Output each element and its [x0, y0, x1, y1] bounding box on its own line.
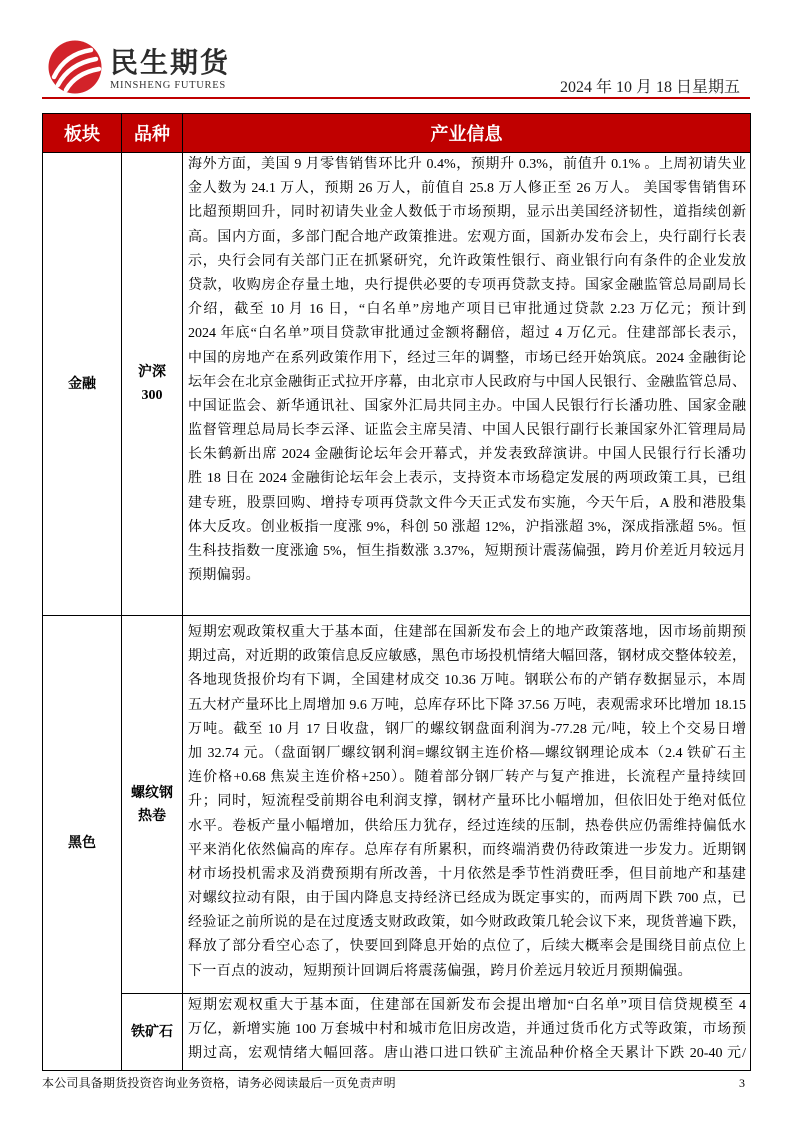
info-line: 监督管理总局局长李云泽、证监会主席吴清、中国人民银行副行长兼国家外汇管理局局	[188, 423, 746, 439]
info-line: 金人数为 24.1 万人，预期 26 万人，前值自 25.8 万人修正至 26 万人。 美国零售销售环	[188, 181, 746, 197]
info-line: 比超预期回升，同时初请失业金人数低于市场预期，显示出美国经济韧性，道指续创新	[188, 205, 746, 221]
info-line: 五大材产量环比上周增加 9.6 万吨，总库存环比下降 37.56 万吨，表观需求环比增加 18.15	[188, 697, 746, 713]
info-cell-rebar-hrc	[182, 615, 751, 994]
info-line: 2024 年底“白名单”项目贷款审批通过金额将翻倍，超过 4 万亿元。住建部部长表示，	[188, 326, 746, 342]
info-line: 坛年会在北京金融街正式拉开序幕，由北京市人民政府与中国人民银行、金融监管总局、	[188, 374, 746, 390]
info-line: 释放了部分看空心态了，快要回到降息开始的点位了，后续大概率会是围绕目前点位上	[188, 939, 746, 955]
info-line: 下一百点的波动，短期预计回调后将震荡偏强，跨月价差远月较近月预期偏强。	[188, 963, 692, 979]
info-line: 示，央行会同有关部门正在抓紧研究，允许政策性银行、商业银行向有条件的企业发放	[188, 253, 746, 269]
brand-name-cn: 民生期货	[110, 46, 231, 79]
column-header-info: 产业信息	[182, 113, 751, 153]
sector-cell-finance	[42, 152, 122, 616]
info-line: 胜 18 日在 2024 金融街论坛年会上表示，支持资本市场稳定发展的两项政策工具，已组	[188, 471, 746, 487]
info-cell-iron-ore	[182, 993, 751, 1071]
info-line: 材市场投机需求及消费预期有所改善，十月依然是季节性消费旺季，但目前地产和基建	[188, 866, 746, 882]
page-number: 3	[739, 1076, 745, 1090]
header-divider	[42, 97, 750, 99]
info-line: 建专班，股票回购、增持专项再贷款文件今天正式发布实施，今天午后，A 股和港股集	[188, 495, 746, 511]
column-header-variety: 品种	[121, 113, 183, 153]
variety-label-line: 热卷	[138, 808, 166, 824]
variety-cell-hs300	[121, 152, 183, 616]
variety-label-line: 螺纹钢	[131, 785, 173, 801]
info-line: 平来消化依然偏高的库存。总库存有所累积，而终端消费仍待政策进一步发力。近期钢	[188, 842, 746, 858]
column-header-sector: 板块	[42, 113, 122, 153]
variety-cell-iron-ore	[121, 993, 183, 1071]
info-cell-hs300	[182, 152, 751, 616]
info-line: 万亿，新增实施 100 万套城中村和城市危旧房改造，并通过货币化方式等政策，市场预	[188, 1022, 746, 1038]
info-line: 对螺纹拉动有限，由于国内降息支持经济已经成为既定事实的，而两周下跌 700 点，已	[188, 891, 746, 907]
info-line: 预期偏弱。	[188, 568, 260, 584]
info-line: 海外方面，美国 9 月零售销售环比升 0.4%，预期升 0.3%，前值升 0.1% 。上周初请失业	[188, 157, 746, 172]
info-line: 体大反攻。创业板指一度涨 9%，科创 50 涨超 12%，沪指涨超 3%，深成指涨超 5%。恒	[188, 519, 746, 535]
info-line: 贷款，收购房企存量土地，央行提供必要的专项再贷款支持。国家金融监管总局副局长	[188, 277, 746, 293]
variety-cell-rebar-hrc	[121, 615, 183, 994]
variety-label-line: 铁矿石	[131, 1024, 173, 1040]
sector-label: 黑色	[68, 835, 96, 851]
minsheng-logo-icon	[48, 40, 102, 94]
info-line: 介绍，截至 10 月 16 日，“白名单”房地产项目已审批通过贷款 2.23 万亿元；预计到	[188, 302, 746, 318]
sector-label: 金融	[68, 376, 96, 392]
info-line: 升；同时，短流程受前期谷电利润支撑，钢材产量环比小幅增加，但依旧处于绝对低位	[188, 794, 746, 810]
info-line: 各地现货报价均有下调，全国建材成交 10.36 万吨。钢联公布的产销存数据显示，本周	[188, 673, 746, 689]
info-line: 水平。卷板产量小幅增加，供给压力犹存，经过连续的压制，热卷供应仍需维持偏低水	[188, 818, 746, 834]
info-line: 长朱鹤新出席 2024 金融街论坛年会开幕式，并发表致辞演讲。中国人民银行行长潘功	[188, 447, 746, 463]
variety-label-line: 300	[141, 388, 163, 403]
info-line: 中国的房地产在系列政策作用下，经过三年的调整，市场已经开始筑底。2024 金融街论	[188, 350, 746, 366]
info-line: 短期宏观权重大于基本面，住建部在国新发布会提出增加“白名单”项目信贷规模至 4	[188, 998, 746, 1013]
info-line: 期过高，宏观情绪大幅回落。唐山港口进口铁矿主流品种价格全天累计下跌 20-40 元/	[188, 1046, 746, 1062]
info-line: 生科技指数一度涨逾 5%，恒生指数涨 3.37%，短期预计震荡偏强，跨月价差近月较远月	[188, 544, 746, 559]
info-line: 期过高，对近期的政策信息反应敏感，黑色市场投机情绪大幅回落，钢材成交整体较差，	[188, 649, 746, 665]
logo-mark	[48, 40, 102, 94]
info-line: 加 32.74 元。（盘面钢厂螺纹钢利润=螺纹钢主连价格—螺纹钢理论成本（2.4 铁矿石主	[188, 745, 746, 761]
info-line: 中国证监会、新华通讯社、国家外汇局共同主办。中国人民银行行长潘功胜、国家金融	[188, 398, 746, 414]
info-line: 连价格+0.68 焦炭主连价格+250）。随着部分钢厂转产与复产推进，长流程产量持续回	[188, 770, 746, 786]
info-line: 短期宏观政策权重大于基本面，住建部在国新发布会上的地产政策落地，因市场前期预	[188, 625, 746, 640]
footer-disclaimer: 本公司具备期货投资咨询业务资格，请务必阅读最后一页免责声明	[42, 1076, 396, 1090]
info-line: 高。国内方面，多部门配合地产政策推进。宏观方面，国新办发布会上，央行副行长表	[188, 229, 746, 245]
brand-name-en: MINSHENG FUTURES	[110, 80, 226, 91]
info-line: 经验证之前所说的是在过度透支财政政策，如今财政政策几轮会议下来，现货普遍下跌，	[188, 915, 746, 931]
variety-label-line: 沪深	[138, 365, 166, 380]
info-line: 万吨。截至 10 月 17 日收盘，钢厂的螺纹钢盘面利润为-77.28 元/吨，较上个交易日增	[188, 721, 746, 737]
report-date: 2024 年 10 月 18 日星期五	[559, 79, 740, 96]
sector-cell-ferrous	[42, 615, 122, 1071]
